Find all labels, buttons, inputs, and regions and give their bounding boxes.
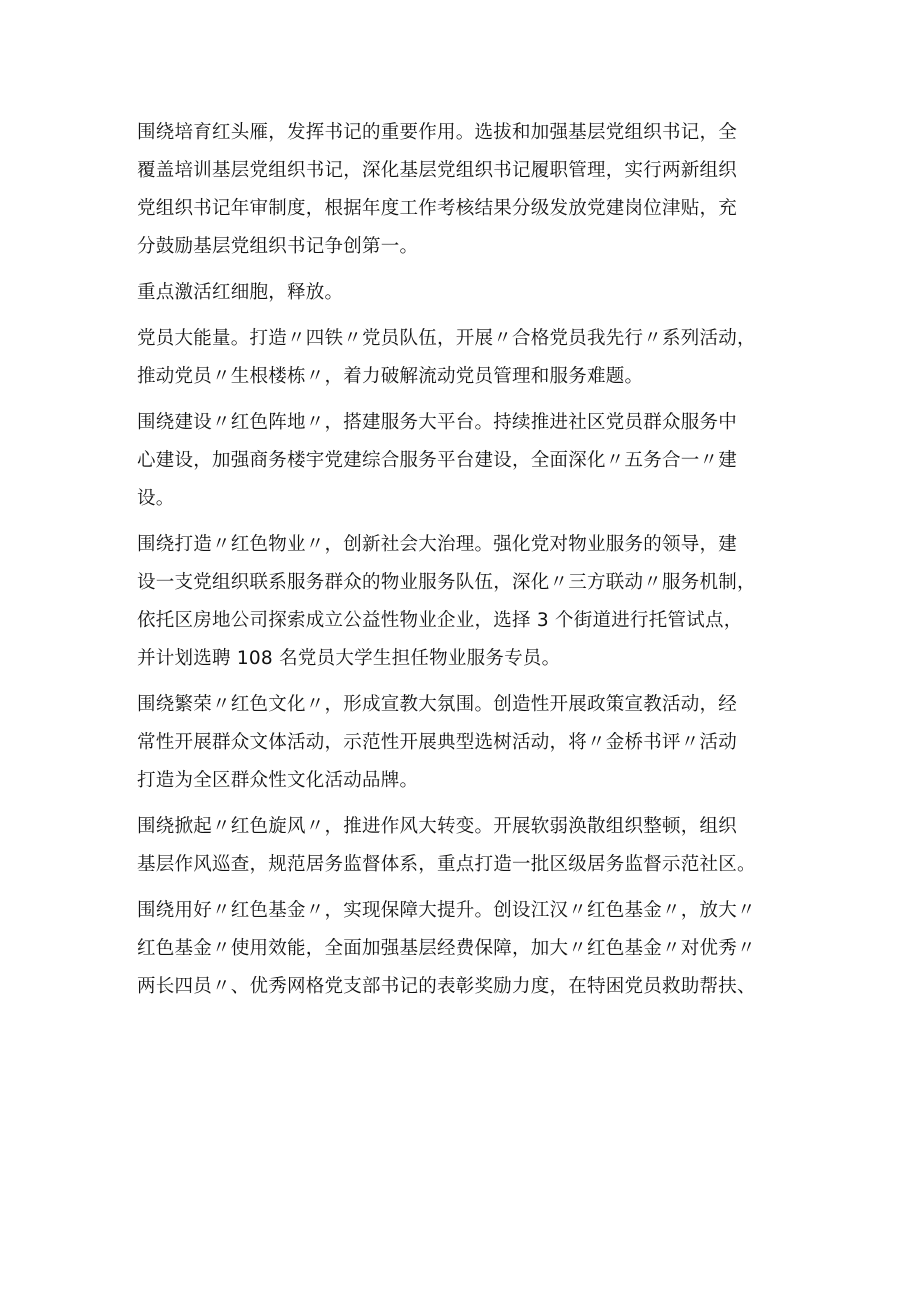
text-line: 并计划选聘 108 名党员大学生担任物业服务专员。 <box>137 648 561 669</box>
text-line: 党员大能量。打造〃四铁〃党员队伍，开展〃合格党员我先行〃系列活动， <box>137 328 756 349</box>
paragraph-spacer <box>137 396 801 404</box>
text-line: 围绕用好〃红色基金〃，实现保障大提升。创设江汉〃红色基金〃，放大〃 <box>137 900 756 921</box>
text-line: 打造为全区群众性文化活动品牌。 <box>137 770 419 791</box>
text-line: 围绕繁荣〃红色文化〃，形成宣教大氛围。创造性开展政策宣教活动，经 <box>137 694 738 715</box>
text-line: 红色基金〃使用效能，全面加强基层经费保障，加大〃红色基金〃对优秀〃 <box>137 938 756 959</box>
paragraph-spacer <box>137 678 801 686</box>
paragraph-spacer <box>137 312 801 320</box>
text-line: 依托区房地公司探索成立公益性物业企业，选择 3 个街道进行托管试点， <box>137 610 743 631</box>
text-line: 设一支党组织联系服务群众的物业服务队伍，深化〃三方联动〃服务机制， <box>137 572 756 593</box>
document-body <box>137 114 801 1006</box>
text-line: 党组织书记年审制度，根据年度工作考核结果分级发放党建岗位津贴，充 <box>137 198 738 219</box>
text-line: 推动党员〃生根楼栋〃，着力破解流动党员管理和服务难题。 <box>137 366 644 387</box>
text-line: 围绕打造〃红色物业〃，创新社会大治理。强化党对物业服务的领导，建 <box>137 534 738 555</box>
paragraph-2 <box>137 274 801 312</box>
paragraph-6 <box>137 686 801 800</box>
text-line: 围绕培育红头雁，发挥书记的重要作用。选拔和加强基层党组织书记，全 <box>137 122 738 143</box>
text-line: 分鼓励基层党组织书记争创第一。 <box>137 236 419 257</box>
paragraph-5 <box>137 526 801 678</box>
text-line: 围绕掀起〃红色旋风〃，推进作风大转变。开展软弱涣散组织整顿，组织 <box>137 816 738 837</box>
text-line: 心建设，加强商务楼宇党建综合服务平台建设，全面深化〃五务合一〃建 <box>137 450 738 471</box>
paragraph-spacer <box>137 266 801 274</box>
text-line: 两长四员〃、优秀网格党支部书记的表彰奖励力度，在特困党员救助帮扶、 <box>137 976 756 997</box>
paragraph-3 <box>137 320 801 396</box>
text-line: 基层作风巡查，规范居务监督体系，重点打造一批区级居务监督示范社区。 <box>137 854 756 875</box>
paragraph-spacer <box>137 800 801 808</box>
text-line: 设。 <box>137 488 175 509</box>
paragraph-8 <box>137 892 801 1006</box>
paragraph-4 <box>137 404 801 518</box>
paragraph-7 <box>137 808 801 884</box>
paragraph-spacer <box>137 518 801 526</box>
paragraph-spacer <box>137 884 801 892</box>
text-line: 常性开展群众文体活动，示范性开展典型选树活动，将〃金桥书评〃活动 <box>137 732 738 753</box>
paragraph-1 <box>137 114 801 266</box>
text-line: 围绕建设〃红色阵地〃，搭建服务大平台。持续推进社区党员群众服务中 <box>137 412 738 433</box>
text-line: 覆盖培训基层党组织书记，深化基层党组织书记履职管理，实行两新组织 <box>137 160 738 181</box>
text-line: 重点激活红细胞，释放。 <box>137 282 344 303</box>
